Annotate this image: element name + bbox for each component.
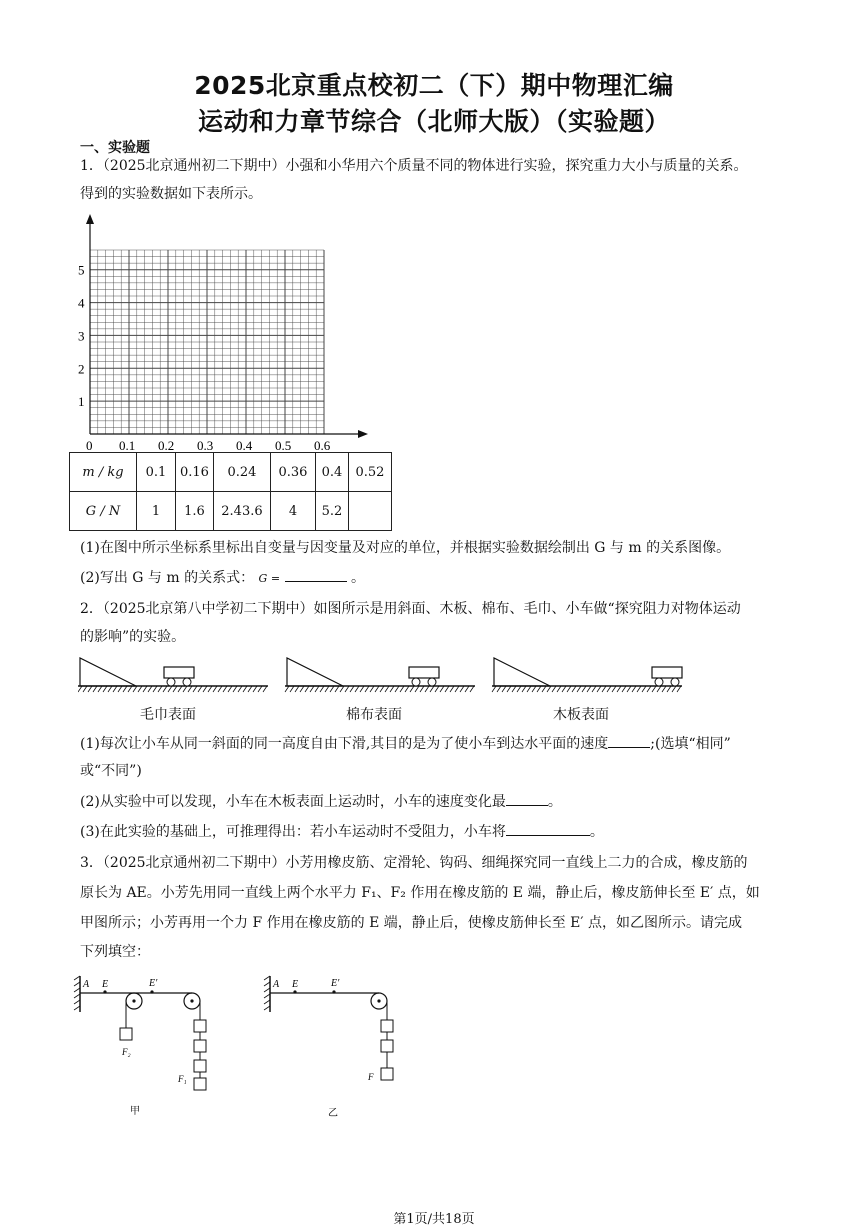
- hatch: [410, 686, 414, 692]
- weight-block: [381, 1068, 393, 1080]
- q1-sub2-formula: G =: [258, 572, 281, 585]
- answer-blank[interactable]: [506, 791, 548, 806]
- hatch: [300, 686, 304, 692]
- hatch: [507, 686, 511, 692]
- q2-sub1c: 或“不同”): [80, 763, 142, 779]
- q3-line2: 原长为 AE。小芳先用同一直线上两个水平力 F₁、F₂ 作用在橡皮筋的 E 端，静止后，橡皮筋伸长至 E′ 点，如: [80, 885, 760, 901]
- cart-wheel: [167, 678, 175, 686]
- q2-line1: 2．（2025北京第八中学初二下期中）如图所示是用斜面、木板、棉布、毛巾、小车做“探究阻力对物体运动: [80, 601, 741, 617]
- weight-block: [381, 1040, 393, 1052]
- hatch: [78, 686, 82, 692]
- hatch: [450, 686, 454, 692]
- hatch: [557, 686, 561, 692]
- hatch: [168, 686, 172, 692]
- x-axis-arrow: [358, 430, 368, 438]
- ramp: [80, 658, 136, 686]
- table-cell: 1: [137, 492, 176, 531]
- q1-line1: 1．（2025北京通州初二下期中）小强和小华用六个质量不同的物体进行实验，探究重力大小与质量的关系。: [80, 158, 748, 174]
- label-Ep: E′: [149, 978, 158, 989]
- table-cell: 0.16: [176, 453, 214, 492]
- answer-blank[interactable]: [285, 567, 347, 582]
- hatch: [455, 686, 459, 692]
- hatch: [113, 686, 117, 692]
- q1-sub2-prefix: (2)写出 G 与 m 的关系式：: [80, 570, 255, 586]
- hatch: [198, 686, 202, 692]
- q2-sub2a: (2)从实验中可以发现，小车在木板表面上运动时，小车的速度变化最: [80, 794, 506, 810]
- graph-grid: [90, 250, 324, 434]
- q3-figure-yi: [262, 972, 412, 1122]
- table-cell: 0.36: [270, 453, 315, 492]
- hatch: [213, 686, 217, 692]
- weight-block: [194, 1060, 206, 1072]
- q3-line3: 甲图所示；小芳再用一个力 F 作用在橡皮筋的 E 端，静止后，使橡皮筋伸长至 E′ 点，如乙图所示。请完成: [80, 915, 743, 931]
- q2-surfaces-figure: [78, 652, 688, 694]
- answer-blank[interactable]: [506, 821, 590, 836]
- hatch: [335, 686, 339, 692]
- caption-jia: 甲: [130, 1106, 140, 1117]
- weight-block: [381, 1020, 393, 1032]
- cart-wheel: [671, 678, 679, 686]
- hatch: [208, 686, 212, 692]
- hatch: [103, 686, 107, 692]
- hatch: [662, 686, 666, 692]
- hatch: [243, 686, 247, 692]
- hatch: [123, 686, 127, 692]
- cart-wheel: [412, 678, 420, 686]
- hatch: [415, 686, 419, 692]
- hatch: [365, 686, 369, 692]
- hatch: [537, 686, 541, 692]
- hatch: [602, 686, 606, 692]
- hatch: [527, 686, 531, 692]
- page-footer: 第1页/共18页: [393, 1212, 475, 1227]
- hatch: [562, 686, 566, 692]
- weight-block: [194, 1040, 206, 1052]
- table-row-gravity: [70, 492, 392, 531]
- hatch: [258, 686, 262, 692]
- hatch: [587, 686, 591, 692]
- hatch: [143, 686, 147, 692]
- hatch: [572, 686, 576, 692]
- hatch: [98, 686, 102, 692]
- hatch: [617, 686, 621, 692]
- table-row-mass: [70, 453, 392, 492]
- x-tick-label: 0.5: [275, 438, 292, 452]
- hatch: [430, 686, 434, 692]
- hatch: [627, 686, 631, 692]
- point-E: [293, 990, 296, 993]
- hatch: [223, 686, 227, 692]
- label-F2: F₂: [122, 1047, 131, 1057]
- q2-sub3b: 。: [589, 824, 604, 840]
- x-tick-label: 0: [86, 438, 93, 452]
- q1-sub1: (1)在图中所示坐标系里标出自变量与因变量及对应的单位，并根据实验数据绘制出 G 与 m 的关系图像。: [80, 540, 731, 556]
- table-cell: 4: [270, 492, 315, 531]
- x-tick-label: 0.1: [119, 438, 136, 452]
- weight-block: [194, 1020, 206, 1032]
- hatch: [512, 686, 516, 692]
- cart: [409, 667, 439, 678]
- q2-sub2b: 。: [547, 794, 562, 810]
- hatch: [385, 686, 389, 692]
- q2-line2: 的影响”的实验。: [80, 629, 186, 645]
- table-header-mass: m / kg: [70, 453, 137, 492]
- hatch: [552, 686, 556, 692]
- hatch: [622, 686, 626, 692]
- hatch: [420, 686, 424, 692]
- hatch: [597, 686, 601, 692]
- hatch: [360, 686, 364, 692]
- weight-block: [120, 1028, 132, 1040]
- label-Ep: E′: [331, 978, 340, 989]
- y-tick-label: 1: [78, 394, 85, 410]
- q1-sub2-suffix: 。: [350, 570, 365, 586]
- hatch: [652, 686, 656, 692]
- hatch: [470, 686, 474, 692]
- hatch: [248, 686, 252, 692]
- hatch: [567, 686, 571, 692]
- q2-sub1b: ;(选填“相同”: [650, 736, 731, 752]
- label-F1: F₁: [178, 1074, 187, 1084]
- y-tick-label: 3: [78, 328, 85, 344]
- table-cell: [348, 492, 391, 531]
- y-tick-label: 5: [78, 262, 85, 278]
- hatch: [672, 686, 676, 692]
- table-cell: 0.1: [137, 453, 176, 492]
- hatch: [677, 686, 681, 692]
- q1-empty-graph: [70, 212, 380, 452]
- hatch: [435, 686, 439, 692]
- hatch: [370, 686, 374, 692]
- hatch: [320, 686, 324, 692]
- hatch: [233, 686, 237, 692]
- q1-sub2: [80, 567, 365, 589]
- hatch: [375, 686, 379, 692]
- q3-line1: 3．（2025北京通州初二下期中）小芳用橡皮筋、定滑轮、钩码、细绳探究同一直线上二力的合成，橡皮筋的: [80, 855, 748, 871]
- hatch: [158, 686, 162, 692]
- hatch: [445, 686, 449, 692]
- hatch: [632, 686, 636, 692]
- table-cell: 0.4: [315, 453, 348, 492]
- hatch: [502, 686, 506, 692]
- page-title-line2: 运动和力章节综合（北师大版）（实验题）: [197, 107, 670, 136]
- cart-wheel: [183, 678, 191, 686]
- point-Ep: [332, 990, 335, 993]
- hatch: [582, 686, 586, 692]
- hatch: [133, 686, 137, 692]
- hatch: [153, 686, 157, 692]
- hatch: [517, 686, 521, 692]
- hatch: [203, 686, 207, 692]
- hatch: [83, 686, 87, 692]
- label-F: F: [368, 1072, 374, 1082]
- hatch: [657, 686, 661, 692]
- hatch: [183, 686, 187, 692]
- y-tick-label: 2: [78, 361, 85, 377]
- table-cell: 0.24: [213, 453, 270, 492]
- hatch: [607, 686, 611, 692]
- q1-line2: 得到的实验数据如下表所示。: [80, 186, 262, 202]
- hatch: [667, 686, 671, 692]
- hatch: [577, 686, 581, 692]
- hatch: [532, 686, 536, 692]
- page-title-line1: 2025北京重点校初二（下）期中物理汇编: [194, 71, 674, 100]
- hatch: [405, 686, 409, 692]
- hatch: [440, 686, 444, 692]
- x-tick-label: 0.4: [236, 438, 253, 452]
- x-tick-label: 0.6: [314, 438, 331, 452]
- x-tick-label: 0.3: [197, 438, 214, 452]
- hatch: [642, 686, 646, 692]
- hatch: [612, 686, 616, 692]
- hatch: [522, 686, 526, 692]
- cart: [164, 667, 194, 678]
- q2-sub3a: (3)在此实验的基础上，可推理得出：若小车运动时不受阻力，小车将: [80, 824, 506, 840]
- hatch: [637, 686, 641, 692]
- label-A: A: [83, 979, 90, 990]
- ramp: [287, 658, 343, 686]
- hatch: [350, 686, 354, 692]
- hatch: [290, 686, 294, 692]
- cart-wheel: [655, 678, 663, 686]
- y-tick-label: 4: [78, 295, 85, 311]
- hatch: [263, 686, 267, 692]
- hatch: [325, 686, 329, 692]
- hatch: [542, 686, 546, 692]
- table-header-gravity: G / N: [70, 492, 137, 531]
- hatch: [138, 686, 142, 692]
- hatch: [93, 686, 97, 692]
- hatch: [465, 686, 469, 692]
- section-heading: 一、实验题: [80, 140, 150, 156]
- table-cell: 2.43.6: [213, 492, 270, 531]
- table-cell: 1.6: [176, 492, 214, 531]
- answer-blank[interactable]: [608, 733, 650, 748]
- hatch: [118, 686, 122, 692]
- table-cell: 5.2: [315, 492, 348, 531]
- q2-sub3: [80, 821, 604, 842]
- surface-label-cotton: 棉布表面: [346, 707, 402, 723]
- x-tick-label: 0.2: [158, 438, 175, 452]
- cart-wheel: [428, 678, 436, 686]
- table-cell: 0.52: [348, 453, 391, 492]
- q3-figure-jia: [72, 972, 232, 1122]
- hatch: [218, 686, 222, 692]
- hatch: [295, 686, 299, 692]
- hatch: [425, 686, 429, 692]
- label-E: E: [102, 979, 109, 990]
- label-E: E: [292, 979, 299, 990]
- surface-label-towel: 毛巾表面: [140, 707, 196, 723]
- q3-line4: 下列填空：: [80, 944, 150, 960]
- hatch: [310, 686, 314, 692]
- point-E: [103, 990, 106, 993]
- hatch: [193, 686, 197, 692]
- q1-data-table: [69, 452, 392, 531]
- ramp: [494, 658, 550, 686]
- hatch: [148, 686, 152, 692]
- caption-yi: 乙: [328, 1108, 338, 1119]
- q2-sub2: [80, 791, 562, 812]
- y-axis-arrow: [86, 214, 94, 224]
- point-Ep: [150, 990, 153, 993]
- hatch: [228, 686, 232, 692]
- hatch: [88, 686, 92, 692]
- hatch: [285, 686, 289, 692]
- hatch: [253, 686, 257, 692]
- hatch: [173, 686, 177, 692]
- hatch: [380, 686, 384, 692]
- hatch: [188, 686, 192, 692]
- hatch: [108, 686, 112, 692]
- hatch: [340, 686, 344, 692]
- q2-sub1a: (1)每次让小车从同一斜面的同一高度自由下滑,其目的是为了使小车到达水平面的速度: [80, 736, 609, 752]
- hatch: [238, 686, 242, 692]
- hatch: [647, 686, 651, 692]
- hatch: [592, 686, 596, 692]
- hatch: [547, 686, 551, 692]
- hatch: [497, 686, 501, 692]
- weight-block: [194, 1078, 206, 1090]
- hatch: [395, 686, 399, 692]
- hatch: [345, 686, 349, 692]
- hatch: [400, 686, 404, 692]
- hatch: [128, 686, 132, 692]
- hatch: [492, 686, 496, 692]
- hatch: [178, 686, 182, 692]
- hatch: [355, 686, 359, 692]
- q2-sub1: [80, 733, 731, 754]
- surface-label-wood: 木板表面: [553, 707, 609, 723]
- hatch: [330, 686, 334, 692]
- hatch: [460, 686, 464, 692]
- hatch: [163, 686, 167, 692]
- hatch: [305, 686, 309, 692]
- label-A: A: [273, 979, 280, 990]
- cart: [652, 667, 682, 678]
- hatch: [390, 686, 394, 692]
- hatch: [315, 686, 319, 692]
